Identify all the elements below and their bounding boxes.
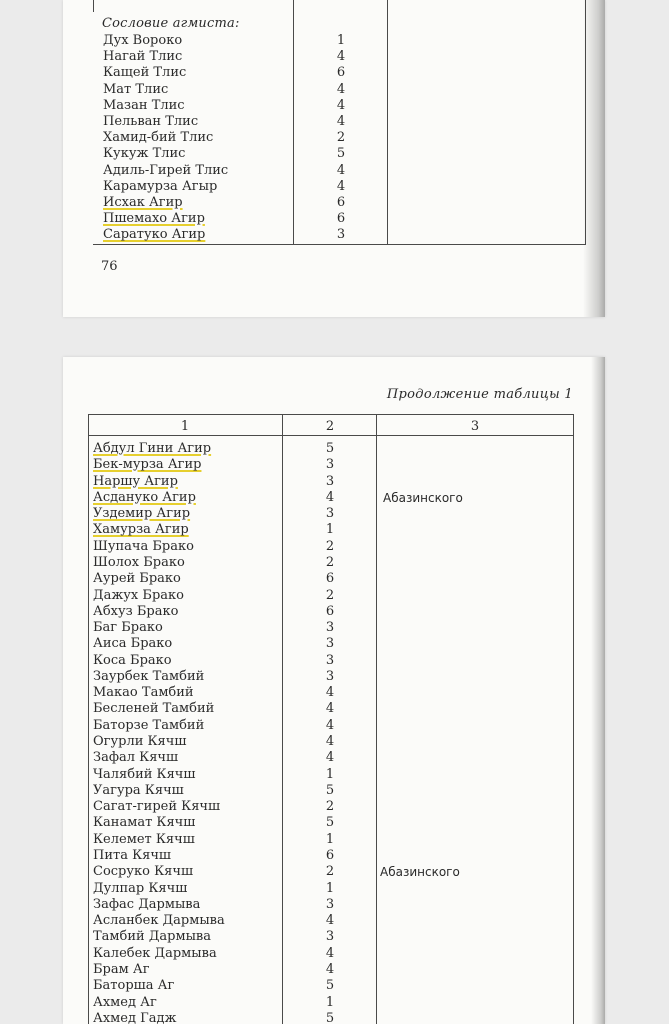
count-value: 3 [325, 896, 335, 912]
column-header-1: 1 [180, 419, 190, 434]
person-name: Огурли Кячш [93, 734, 187, 750]
person-name: Шолох Брако [93, 554, 185, 570]
table-row [93, 1011, 563, 1024]
table-row [93, 620, 563, 636]
count-value: 3 [325, 929, 335, 945]
person-name: Пшемахо Агир [103, 211, 205, 227]
table-row [93, 783, 563, 799]
person-name: Заурбек Тамбий [93, 668, 205, 684]
count-value: 4 [325, 685, 335, 701]
person-name: Коса Брако [93, 652, 172, 668]
table-header-border [88, 435, 574, 436]
table-row [103, 98, 523, 114]
table-bottom-border [93, 244, 586, 245]
person-name: Сосруко Кячш [93, 864, 194, 880]
count-value: 1 [325, 766, 335, 782]
count-value: 2 [336, 130, 346, 146]
count-value: 6 [325, 848, 335, 863]
region-label: Абазинского [383, 490, 463, 505]
table-row [103, 211, 523, 227]
person-name: Карамурза Агыр [103, 178, 218, 194]
section-title: Сословие агмиста: [102, 16, 240, 31]
count-value: 3 [325, 636, 335, 652]
table-row [93, 767, 563, 783]
count-value: 2 [325, 538, 335, 554]
person-name: Тамбий Дармыва [93, 929, 211, 945]
column-header-2: 2 [325, 419, 335, 434]
table-row [103, 130, 523, 146]
table-row [103, 65, 523, 81]
region-label: Абазинского [380, 865, 460, 880]
count-value: 1 [325, 880, 335, 896]
person-name: Бесленей Тамбий [93, 701, 215, 717]
table-row [93, 669, 563, 685]
count-value: 5 [325, 978, 335, 994]
table-row [93, 929, 563, 945]
table-row [93, 913, 563, 929]
table-row [93, 685, 563, 701]
table-row [103, 114, 523, 130]
count-value: 2 [325, 587, 335, 603]
count-value: 4 [325, 961, 335, 977]
person-name: Хамид-бий Тлис [103, 130, 214, 146]
count-value: 4 [336, 49, 346, 65]
person-name: Абдул Гини Агир [93, 441, 212, 456]
table-row [103, 146, 523, 162]
table-row [103, 33, 523, 49]
table-row [93, 555, 563, 571]
table-row [93, 962, 563, 978]
table-row [93, 441, 563, 457]
count-value: 5 [325, 782, 335, 798]
count-value: 4 [325, 701, 335, 717]
count-value: 4 [336, 97, 346, 113]
person-name: Мазан Тлис [103, 97, 185, 113]
person-name: Уздемир Агир [93, 506, 191, 522]
person-name: Шупача Брако [93, 538, 194, 554]
table-row [93, 848, 563, 864]
table-row [103, 195, 523, 211]
table-row [93, 864, 563, 880]
person-name: Зафас Дармыва [93, 896, 201, 912]
person-name: Ахмед Аг [93, 994, 157, 1010]
person-name: Чалябий Кячш [93, 766, 196, 782]
table-row [93, 718, 563, 734]
table-row [93, 701, 563, 717]
table-row [93, 474, 563, 490]
person-name: Дулпар Кячш [93, 880, 188, 896]
column-header-3: 3 [470, 419, 480, 434]
person-name: Аиса Брако [93, 636, 173, 652]
person-name: Дух Вороко [103, 33, 183, 48]
table-row [93, 881, 563, 897]
table-row [93, 995, 563, 1011]
page-number: 76 [101, 259, 118, 274]
table-border-left [93, 0, 94, 12]
person-name: Нагай Тлис [103, 49, 183, 65]
person-name: Канамат Кячш [93, 815, 196, 831]
count-value: 3 [325, 506, 335, 522]
person-name: Асдануко Агир [93, 489, 196, 505]
count-value: 6 [336, 65, 346, 81]
count-value: 4 [325, 913, 335, 929]
table-row [93, 653, 563, 669]
count-value: 1 [325, 994, 335, 1010]
person-name: Пита Кячш [93, 848, 172, 863]
count-value: 6 [325, 571, 335, 587]
person-name: Макао Тамбий [93, 685, 194, 701]
count-value: 4 [325, 489, 335, 505]
person-name: Абхуз Брако [93, 603, 179, 619]
person-name: Наршу Агир [93, 473, 178, 489]
document-page-76 [63, 0, 605, 317]
count-value: 3 [325, 620, 335, 636]
table-row [93, 457, 563, 473]
person-name: Сагат-гирей Кячш [93, 799, 221, 815]
count-value: 6 [336, 211, 346, 227]
table-row [103, 227, 523, 243]
count-value: 5 [336, 146, 346, 162]
person-name: Баторша Аг [93, 978, 175, 994]
table-row [93, 815, 563, 831]
count-value: 2 [325, 554, 335, 570]
person-name: Аурей Брако [93, 571, 181, 587]
count-value: 4 [336, 81, 346, 97]
person-name: Дажух Брако [93, 587, 184, 603]
table-row [103, 82, 523, 98]
count-value: 6 [336, 195, 346, 210]
count-value: 3 [325, 652, 335, 668]
count-value: 4 [336, 162, 346, 178]
person-name: Уагура Кячш [93, 782, 184, 798]
table-row [93, 571, 563, 587]
person-name: Кащей Тлис [103, 65, 187, 81]
table-border-right [573, 414, 574, 1024]
count-value: 4 [325, 750, 335, 766]
count-value: 1 [336, 33, 346, 48]
person-name: Бек-мурза Агир [93, 457, 202, 473]
count-value: 3 [325, 668, 335, 684]
table-row [93, 604, 563, 620]
count-value: 1 [325, 522, 335, 538]
count-value: 4 [325, 717, 335, 733]
document-page-continuation [63, 357, 605, 1024]
count-value: 4 [336, 114, 346, 129]
person-name: Саратуко Агир [103, 227, 206, 243]
count-value: 6 [325, 603, 335, 619]
table-row [93, 832, 563, 848]
person-name: Асланбек Дармыва [93, 913, 225, 929]
count-value: 1 [325, 831, 335, 847]
person-name: Брам Аг [93, 961, 150, 977]
table-row [93, 799, 563, 815]
person-name: Хамурза Агир [93, 522, 189, 538]
table-row [93, 506, 563, 522]
table-row [103, 163, 523, 179]
person-name: Калебек Дармыва [93, 945, 217, 961]
person-name: Келемет Кячш [93, 831, 195, 847]
page-fold-shadow [583, 0, 605, 317]
person-name: Пельван Тлис [103, 114, 199, 129]
table-border-left [88, 414, 89, 1024]
count-value: 5 [325, 441, 335, 456]
table-row [93, 978, 563, 994]
person-name: Адиль-Гирей Тлис [103, 162, 229, 178]
table-row [93, 897, 563, 913]
count-value: 4 [325, 734, 335, 750]
table-row [93, 490, 563, 506]
table-row [93, 539, 563, 555]
continuation-title: Продолжение таблицы 1 [386, 387, 573, 402]
count-value: 4 [336, 178, 346, 194]
count-value: 3 [325, 473, 335, 489]
table-row [93, 636, 563, 652]
person-name: Баторзе Тамбий [93, 717, 205, 733]
person-name: Мат Тлис [103, 81, 169, 97]
page-fold-shadow [591, 357, 605, 1024]
table-row [93, 734, 563, 750]
count-value: 3 [325, 457, 335, 473]
count-value: 5 [325, 1010, 335, 1024]
person-name: Зафал Кячш [93, 750, 179, 766]
count-value: 2 [325, 799, 335, 815]
person-name: Ахмед Гадж [93, 1010, 177, 1024]
person-name: Кукуж Тлис [103, 146, 186, 162]
person-name: Исхак Агир [103, 195, 183, 210]
table-row [93, 522, 563, 538]
person-name: Баг Брако [93, 620, 163, 636]
count-value: 3 [336, 227, 346, 243]
table-row [103, 179, 523, 195]
table-row [93, 588, 563, 604]
count-value: 5 [325, 815, 335, 831]
table-row [93, 946, 563, 962]
table-row [103, 49, 523, 65]
table-top-border [88, 414, 574, 415]
count-value: 2 [325, 864, 335, 880]
count-value: 4 [325, 945, 335, 961]
table-row [93, 750, 563, 766]
